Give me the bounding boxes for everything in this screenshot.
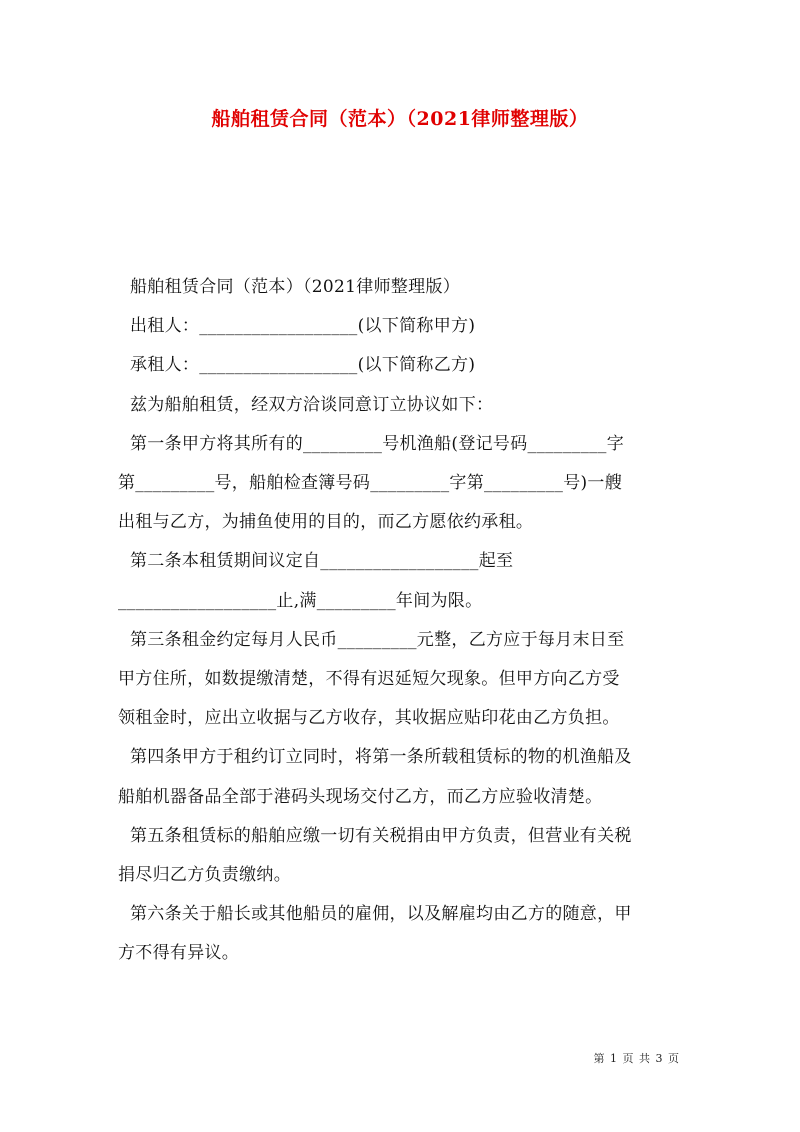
paragraph-lessor: 出租人：__________________(以下简称甲方)	[130, 316, 476, 337]
paragraph-preamble: 兹为船舶租赁，经双方洽谈同意订立协议如下：	[130, 394, 494, 415]
article-5-line-1: 第五条租赁标的船舶应缴一切有关税捐由甲方负责，但营业有关税	[130, 825, 632, 846]
article-1-line-3: 出租与乙方，为捕鱼使用的目的，而乙方愿依约承租。	[118, 512, 534, 533]
article-3-line-3: 领租金时，应出立收据与乙方收存，其收据应贴印花由乙方负担。	[118, 708, 620, 729]
article-3-line-2: 甲方住所，如数提缴清楚，不得有迟延短欠现象。但甲方向乙方受	[118, 669, 620, 690]
article-1-line-2: 第_________号，船舶检查簿号码_________字第_________号)一艘	[118, 473, 623, 494]
page-number: 第 1 页 共 3 页	[593, 1052, 680, 1065]
article-1-line-1: 第一条甲方将其所有的_________号机渔船(登记号码_________字	[130, 433, 625, 454]
article-6-line-1: 第六条关于船长或其他船员的雇佣，以及解雇均由乙方的随意，甲	[130, 904, 632, 925]
paragraph-subtitle: 船舶租赁合同（范本）（2021律师整理版）	[130, 277, 461, 297]
paragraph-lessee: 承租人：__________________(以下简称乙方)	[130, 355, 476, 376]
document-body	[118, 268, 684, 974]
article-6-line-2: 方不得有异议。	[118, 943, 240, 964]
article-3-line-1: 第三条租金约定每月人民币_________元整，乙方应于每月末日至	[130, 629, 625, 650]
article-2-line-1: 第二条本租赁期间议定自__________________起至	[130, 551, 514, 572]
document-title: 船舶租赁合同（范本）（2021律师整理版）	[211, 108, 589, 130]
article-5-line-2: 捐尽归乙方负责缴纳。	[118, 865, 291, 886]
article-4-line-2: 船舶机器备品全部于港码头现场交付乙方，而乙方应验收清楚。	[118, 786, 603, 807]
article-2-line-2: __________________止,满_________年间为限。	[118, 590, 483, 611]
article-4-line-1: 第四条甲方于租约订立同时，将第一条所载租赁标的物的机渔船及	[130, 747, 632, 768]
